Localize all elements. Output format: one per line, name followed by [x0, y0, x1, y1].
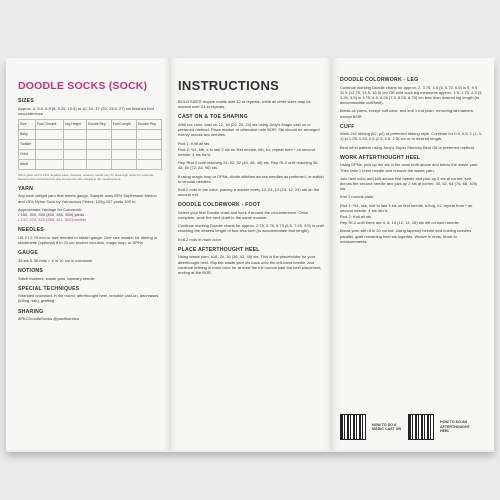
footnote: Sizes given with 0-10% negative ease, however, wearers' needs vary for knee-high socks for example. Measure foot circumference and choose the size closest to the measurement. — [18, 172, 154, 181]
cast-on-heading: CAST ON & TOE SHAPING — [178, 114, 248, 121]
qr-code-icon[interactable] — [340, 414, 366, 440]
techniques-text: Stranded colorwork in the round, afterthought heel, invisible cast-on, decreases (k2tog, ssk), grafting — [18, 293, 159, 304]
knit2-text: Knit 2 rounds plain. — [340, 194, 375, 200]
table-header: Leg Height — [63, 119, 86, 129]
afterthought-heel-heading: WORK AFTERTHOUGHT HEEL — [340, 154, 421, 161]
yardage-values: • 150, 300, 350 (400, 450, 550) yards — [18, 212, 85, 218]
yarn-text: Any sock weight yarn that meets gauge. Sample uses 85% Superwash Merino and 15% Nylon Sock by Yarnacious Fibers, 100g 437 yards 400 m. — [18, 193, 157, 204]
leg-text: Continue working Doodle charts for approx. 2, 3.75, 4.5 (5, 5.75, 6.5) in 5, 9.5, 11.5 (12.75, 14.5, 16.5) cm OR until sock leg measures approx. 1.5, 1.75, 2.5 (3, 3.25, 3.5) in 3.75, 4.5, 6.25 (7.5, 8.25, 8.75) cm less than desired leg length (to accommodate cuff/heel). — [340, 84, 483, 106]
knit2-text: Knit 2 rnds in toe color, placing a marker every 12, 24, 12 (24, 12, 24) sts on the second rnd. — [178, 186, 320, 198]
table-row: Baby — [19, 129, 36, 139]
leg-text-2: Break all yarns, except cuff color, and knit 1 rnd plain, removing all markers except BOR. — [340, 108, 473, 119]
foot-heading: DOODLE COLORWORK - FOOT — [178, 202, 261, 209]
sizes-heading: SIZES — [18, 98, 34, 104]
left-page — [6, 58, 170, 450]
heel-text-2: Join heel color and knit across first needle and pick up 2 sts at corner. Knit across the second needle and pick up 2 sts at corner. 40, 52, 64 (76, 88, 100) sts. — [340, 175, 478, 192]
heel-placement-heading: PLACE AFTERTHOUGHT HEEL — [178, 246, 260, 253]
table-row: Toddler — [19, 139, 36, 149]
table-header: Doodle Rep — [86, 119, 111, 129]
yardage-text: Approximate Yardage for Colorwork: — [18, 206, 83, 212]
middle-page — [170, 58, 332, 450]
sharing-text: #PKCDoodleSocks @pacificknitco — [18, 316, 79, 322]
heel-rnd2-text: Rnd 2: Knit all sts. — [340, 213, 373, 219]
cuff-text: Work 2x2 ribbing (k2, p2) or preferred ribbing style. Continue for 0.5, 0.5, 1 (1, 1, 1) in 1.25, 1.25, 2.5 (2.5, 2.5, 2.5) cm or to desired length. — [340, 131, 483, 142]
graft-text: Break yarn with 8 in 20 cm tail. Using tapestry needle and holding needles parallel, graft remaining heel sts together. Weave in ends; block to measurements. — [340, 228, 472, 244]
bind-off-text: Bind off in pattern using Jeny's Super Stretchy Bind Off or preferred method. — [340, 144, 475, 150]
table-header: Doodle Rep — [136, 119, 161, 129]
rnd2-text: Rnd 2: *k1, kfb, k to last 2 sts on first needle, kfb, k1; repeat from * on second needle. 4 sts inc'd. — [178, 146, 315, 157]
sharing-heading: SHARING — [18, 308, 44, 315]
qr-code-icon[interactable] — [408, 414, 434, 440]
cast-on-text: With toe color, cast on 12, 16 (20, 24, 24) sts using Judy's Magic cast on or preferred method. Place marker or otherwise note BOR. Sts should be arranged evenly across two needles. — [178, 121, 320, 138]
heel-rnd1-text: Rnd 1: *k1, ssk, knit to last 3 sts on first needle, k2tog, k1; repeat from * on second needle. 4 sts dec'd. — [340, 202, 473, 213]
table-header: Foot Length — [111, 119, 136, 129]
notions-text: Stitch markers, waste yarn, tapestry needle — [18, 275, 95, 281]
qr-codes — [340, 414, 486, 440]
repeat-text: Rep Rnd 2 until reaching 24, 32, 32 (40, 48, 48) sts. Rep Rf-2 until reaching 36, 48, 60 (72, 84, 96) sts. — [178, 160, 319, 171]
table-header: Foot Circumf. — [35, 119, 63, 129]
techniques-heading: SPECIAL TECHNIQUES — [18, 285, 80, 292]
knit2b-text: Knit 2 rnds in main color. — [178, 236, 222, 242]
notions-heading: NOTIONS — [18, 268, 44, 275]
needles-heading: NEEDLES — [18, 227, 44, 234]
table-row: Child — [19, 149, 36, 159]
gauge-heading: GAUGE — [18, 250, 39, 257]
foot-text: Select your first Doodle chart and work it around the circumference. Once complete, work the next chart in the same manner. — [178, 209, 309, 221]
pattern-title: DOODLE SOCKS (SOCK) — [18, 80, 148, 92]
sizes-table — [18, 119, 162, 170]
gauge-text: 36 sts & 36 rnds = 4 in 10 cm in colorwork — [18, 257, 93, 263]
qr2-label: HOW TO DO AN AFTERTHOUGHT HEEL — [440, 420, 470, 434]
yardage-meters: • 137, 274, 320 (365, 411, 502) meters — [18, 217, 87, 223]
heel-text: Using DPNs, pick up the sts in the rows both above and below the waste yarn. Then take 1 burst needle and remove the waste yarn. — [340, 162, 479, 173]
rnd1-text: Rnd 1: Knit all sts. — [178, 140, 211, 146]
heel-placement-text: Using waste yarn, k18, 24, 30 (36, 42, 48) sts. This is the placeholder for your afterthought heel. Slip the waste yarn sts back onto the left-hand needle, and continue knitting in main color for at least the full rounds past the heel placement, ending at the BOR. — [178, 254, 322, 275]
qr1-label: HOW TO DO A MAGIC CAST ON — [372, 422, 402, 431]
leg-heading: DOODLE COLORWORK - LEG — [340, 77, 419, 83]
cuff-heading: CUFF — [340, 123, 355, 130]
table-row: Adult — [19, 159, 36, 169]
pattern-booklet — [6, 58, 494, 450]
heel-repeat-text: Rep Rf-2 until there are 4, 8, 10 (12, 14, 16) sts left on each needle. — [340, 220, 460, 226]
foot-text-2: Continue working Doodle charts for approx. 2.75, 3.75, 5.75 (6.5, 7.25, 9.5) in until reaching the desired length of foot less heel (to accommodate foot length). — [178, 223, 324, 234]
right-page — [332, 58, 494, 450]
sizes-text: Approx. 4, 5.5, 6.5 (8, 9.25, 10.5) in 10, 14, 17 (20, 23.5, 27) cm finished foot circumference — [18, 105, 154, 116]
needles-text: US 2 / 2.75 mm or size needed to obtain gauge. One size smaller for ribbing or stockinette (optional) 8 in 20 cm shorter circulars, magic loop, or DPNs — [18, 234, 158, 246]
intro-text: BOLD SIZES require motifs with 12-st repeats, while all other sizes may be worked over 24-st repeats. — [178, 99, 311, 110]
yarn-heading: YARN — [18, 185, 34, 192]
instructions-title: INSTRUCTIONS — [178, 78, 280, 93]
table-header: Size — [19, 119, 36, 129]
magic-loop-text: If using magic loop or DPNs, divide stitches across needles as preferred, or switch to circular needles. — [178, 173, 324, 184]
